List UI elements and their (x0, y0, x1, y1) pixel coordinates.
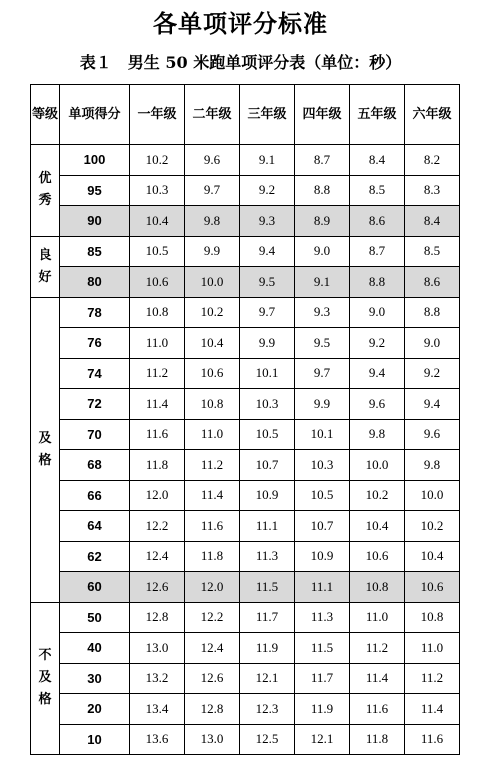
time-cell-grade-5: 9.6 (350, 389, 405, 420)
header-grade-5: 五年级 (350, 85, 405, 145)
time-cell-grade-1: 11.8 (130, 450, 185, 481)
table-row (31, 541, 460, 572)
time-cell-grade-3: 11.3 (240, 541, 295, 572)
score-cell: 74 (60, 358, 130, 389)
time-cell-grade-2: 10.6 (185, 358, 240, 389)
time-cell-grade-3: 9.1 (240, 145, 295, 176)
time-cell-grade-2: 11.4 (185, 480, 240, 511)
time-cell-grade-6: 10.0 (405, 480, 460, 511)
table-row (31, 389, 460, 420)
time-cell-grade-6: 10.4 (405, 541, 460, 572)
time-cell-grade-3: 12.1 (240, 663, 295, 694)
time-cell-grade-6: 8.4 (405, 206, 460, 237)
time-cell-grade-2: 9.9 (185, 236, 240, 267)
time-cell-grade-5: 11.6 (350, 694, 405, 725)
table-row (31, 602, 460, 633)
time-cell-grade-5: 10.2 (350, 480, 405, 511)
time-cell-grade-6: 11.6 (405, 724, 460, 755)
score-cell: 90 (60, 206, 130, 237)
time-cell-grade-1: 10.2 (130, 145, 185, 176)
time-cell-grade-3: 9.7 (240, 297, 295, 328)
score-cell: 50 (60, 602, 130, 633)
header-grade-2: 二年级 (185, 85, 240, 145)
time-cell-grade-5: 11.8 (350, 724, 405, 755)
time-cell-grade-1: 11.4 (130, 389, 185, 420)
time-cell-grade-1: 10.4 (130, 206, 185, 237)
time-cell-grade-6: 11.0 (405, 633, 460, 664)
time-cell-grade-1: 12.2 (130, 511, 185, 542)
time-cell-grade-1: 10.3 (130, 175, 185, 206)
time-cell-grade-3: 11.7 (240, 602, 295, 633)
time-cell-grade-4: 11.7 (295, 663, 350, 694)
time-cell-grade-1: 12.4 (130, 541, 185, 572)
score-cell: 64 (60, 511, 130, 542)
score-cell: 76 (60, 328, 130, 359)
table-row (31, 175, 460, 206)
time-cell-grade-6: 8.3 (405, 175, 460, 206)
time-cell-grade-2: 12.4 (185, 633, 240, 664)
score-cell: 62 (60, 541, 130, 572)
time-cell-grade-3: 10.9 (240, 480, 295, 511)
table-row (31, 694, 460, 725)
time-cell-grade-3: 10.7 (240, 450, 295, 481)
time-cell-grade-4: 11.1 (295, 572, 350, 603)
table-row (31, 572, 460, 603)
time-cell-grade-5: 9.0 (350, 297, 405, 328)
time-cell-grade-4: 9.0 (295, 236, 350, 267)
time-cell-grade-2: 9.8 (185, 206, 240, 237)
time-cell-grade-5: 8.6 (350, 206, 405, 237)
level-label: 良 好 (38, 247, 52, 285)
time-cell-grade-5: 10.8 (350, 572, 405, 603)
time-cell-grade-5: 8.7 (350, 236, 405, 267)
time-cell-grade-1: 11.0 (130, 328, 185, 359)
time-cell-grade-2: 11.0 (185, 419, 240, 450)
score-cell: 100 (60, 145, 130, 176)
time-cell-grade-2: 11.8 (185, 541, 240, 572)
level-cell (31, 236, 60, 297)
table-caption: 表１ 男生 50 米跑单项评分表（单位：秒） (79, 53, 402, 72)
time-cell-grade-3: 10.5 (240, 419, 295, 450)
score-cell: 70 (60, 419, 130, 450)
score-cell: 40 (60, 633, 130, 664)
time-cell-grade-6: 10.8 (405, 602, 460, 633)
header-grade-1: 一年级 (130, 85, 185, 145)
header-grade-3: 三年级 (240, 85, 295, 145)
time-cell-grade-5: 9.4 (350, 358, 405, 389)
time-cell-grade-3: 9.5 (240, 267, 295, 298)
time-cell-grade-2: 12.8 (185, 694, 240, 725)
time-cell-grade-5: 11.4 (350, 663, 405, 694)
time-cell-grade-1: 11.6 (130, 419, 185, 450)
time-cell-grade-4: 10.3 (295, 450, 350, 481)
time-cell-grade-1: 13.6 (130, 724, 185, 755)
score-cell: 95 (60, 175, 130, 206)
time-cell-grade-4: 11.3 (295, 602, 350, 633)
time-cell-grade-4: 8.9 (295, 206, 350, 237)
score-cell: 60 (60, 572, 130, 603)
time-cell-grade-6: 9.8 (405, 450, 460, 481)
time-cell-grade-4: 9.1 (295, 267, 350, 298)
time-cell-grade-4: 12.1 (295, 724, 350, 755)
table-row (31, 663, 460, 694)
score-cell: 78 (60, 297, 130, 328)
score-cell: 72 (60, 389, 130, 420)
table-row (31, 206, 460, 237)
time-cell-grade-1: 13.4 (130, 694, 185, 725)
time-cell-grade-6: 8.2 (405, 145, 460, 176)
header-score: 单项得分 (60, 85, 130, 145)
time-cell-grade-2: 10.8 (185, 389, 240, 420)
time-cell-grade-2: 12.2 (185, 602, 240, 633)
time-cell-grade-2: 12.6 (185, 663, 240, 694)
time-cell-grade-5: 9.2 (350, 328, 405, 359)
score-cell: 66 (60, 480, 130, 511)
time-cell-grade-2: 10.4 (185, 328, 240, 359)
header-row (31, 85, 460, 145)
time-cell-grade-6: 10.2 (405, 511, 460, 542)
time-cell-grade-4: 10.1 (295, 419, 350, 450)
time-cell-grade-3: 10.1 (240, 358, 295, 389)
score-cell: 20 (60, 694, 130, 725)
time-cell-grade-6: 10.6 (405, 572, 460, 603)
table-body (31, 145, 460, 755)
time-cell-grade-4: 8.7 (295, 145, 350, 176)
time-cell-grade-6: 11.4 (405, 694, 460, 725)
table-row (31, 358, 460, 389)
time-cell-grade-6: 9.4 (405, 389, 460, 420)
time-cell-grade-4: 10.5 (295, 480, 350, 511)
time-cell-grade-1: 10.8 (130, 297, 185, 328)
table-row (31, 419, 460, 450)
time-cell-grade-6: 9.6 (405, 419, 460, 450)
table-row (31, 480, 460, 511)
time-cell-grade-5: 10.0 (350, 450, 405, 481)
time-cell-grade-4: 10.7 (295, 511, 350, 542)
time-cell-grade-1: 11.2 (130, 358, 185, 389)
time-cell-grade-1: 10.6 (130, 267, 185, 298)
time-cell-grade-5: 11.0 (350, 602, 405, 633)
table-row (31, 328, 460, 359)
time-cell-grade-4: 9.3 (295, 297, 350, 328)
score-cell: 85 (60, 236, 130, 267)
time-cell-grade-6: 8.8 (405, 297, 460, 328)
score-table (30, 84, 460, 755)
score-cell: 80 (60, 267, 130, 298)
time-cell-grade-1: 12.6 (130, 572, 185, 603)
time-cell-grade-5: 10.4 (350, 511, 405, 542)
time-cell-grade-2: 13.0 (185, 724, 240, 755)
time-cell-grade-3: 9.9 (240, 328, 295, 359)
table-row (31, 145, 460, 176)
time-cell-grade-5: 8.5 (350, 175, 405, 206)
time-cell-grade-6: 8.6 (405, 267, 460, 298)
time-cell-grade-2: 10.2 (185, 297, 240, 328)
level-cell (31, 297, 60, 602)
time-cell-grade-3: 11.1 (240, 511, 295, 542)
time-cell-grade-4: 8.8 (295, 175, 350, 206)
header-grade-6: 六年级 (405, 85, 460, 145)
time-cell-grade-5: 11.2 (350, 633, 405, 664)
time-cell-grade-5: 8.4 (350, 145, 405, 176)
time-cell-grade-2: 12.0 (185, 572, 240, 603)
level-label: 及 格 (38, 430, 52, 468)
time-cell-grade-5: 8.8 (350, 267, 405, 298)
time-cell-grade-6: 11.2 (405, 663, 460, 694)
table-row (31, 724, 460, 755)
time-cell-grade-3: 11.9 (240, 633, 295, 664)
table-row (31, 267, 460, 298)
table-row (31, 297, 460, 328)
time-cell-grade-6: 8.5 (405, 236, 460, 267)
time-cell-grade-2: 11.6 (185, 511, 240, 542)
table-row (31, 511, 460, 542)
time-cell-grade-3: 12.5 (240, 724, 295, 755)
table-row (31, 236, 460, 267)
score-cell: 30 (60, 663, 130, 694)
time-cell-grade-6: 9.0 (405, 328, 460, 359)
table-row (31, 450, 460, 481)
time-cell-grade-3: 10.3 (240, 389, 295, 420)
time-cell-grade-4: 9.7 (295, 358, 350, 389)
time-cell-grade-5: 10.6 (350, 541, 405, 572)
time-cell-grade-1: 10.5 (130, 236, 185, 267)
time-cell-grade-3: 9.3 (240, 206, 295, 237)
time-cell-grade-2: 9.7 (185, 175, 240, 206)
time-cell-grade-6: 9.2 (405, 358, 460, 389)
time-cell-grade-1: 13.2 (130, 663, 185, 694)
score-cell: 10 (60, 724, 130, 755)
score-cell: 68 (60, 450, 130, 481)
time-cell-grade-3: 9.4 (240, 236, 295, 267)
time-cell-grade-1: 12.0 (130, 480, 185, 511)
time-cell-grade-3: 11.5 (240, 572, 295, 603)
time-cell-grade-3: 9.2 (240, 175, 295, 206)
time-cell-grade-4: 11.9 (295, 694, 350, 725)
time-cell-grade-1: 13.0 (130, 633, 185, 664)
table-row (31, 633, 460, 664)
time-cell-grade-4: 9.5 (295, 328, 350, 359)
header-grade-4: 四年级 (295, 85, 350, 145)
time-cell-grade-4: 10.9 (295, 541, 350, 572)
level-cell (31, 602, 60, 755)
time-cell-grade-2: 11.2 (185, 450, 240, 481)
time-cell-grade-5: 9.8 (350, 419, 405, 450)
level-label: 不 及 格 (38, 648, 52, 708)
time-cell-grade-4: 11.5 (295, 633, 350, 664)
level-label: 优 秀 (38, 171, 52, 209)
time-cell-grade-4: 9.9 (295, 389, 350, 420)
time-cell-grade-3: 12.3 (240, 694, 295, 725)
time-cell-grade-2: 9.6 (185, 145, 240, 176)
header-level: 等级 (31, 85, 60, 145)
time-cell-grade-2: 10.0 (185, 267, 240, 298)
level-cell (31, 145, 60, 237)
time-cell-grade-1: 12.8 (130, 602, 185, 633)
page-title: 各单项评分标准 (153, 9, 328, 38)
